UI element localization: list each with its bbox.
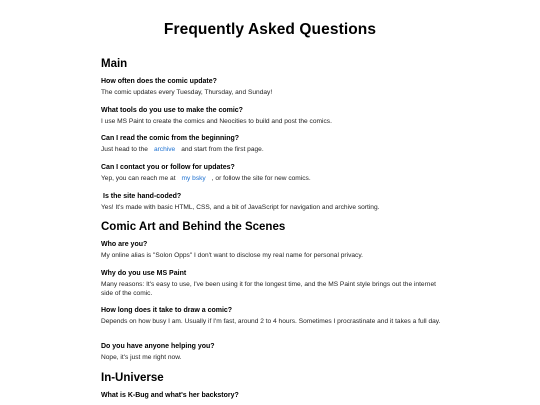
faq-question: What is K-Bug and what's her backstory? — [101, 392, 239, 399]
answer-text: and start from the first page. — [181, 146, 264, 153]
section-heading-main: Main — [101, 58, 128, 70]
faq-answer: Many reasons: It's easy to use, I've been using it for the longest time, and the MS Paint style brings out the internet side of the comic. — [101, 281, 436, 297]
bsky-link[interactable]: my bsky — [181, 175, 206, 182]
faq-question: Can I contact you or follow for updates? — [101, 164, 235, 171]
faq-question: What tools do you use to make the comic? — [101, 107, 243, 114]
faq-question: How often does the comic update? — [101, 78, 217, 85]
faq-question: Is the site hand-coded? — [103, 193, 182, 200]
faq-answer: Depends on how busy I am. Usually if I'm fast, around 2 to 4 hours. Sometimes I procrastinate and it takes a full day. — [101, 318, 441, 325]
answer-text: , or follow the site for new comics. — [211, 175, 311, 182]
faq-answer — [101, 145, 441, 154]
answer-text: Just head to the — [101, 146, 148, 153]
section-heading-in-universe: In-Universe — [101, 372, 164, 384]
faq-answer: Nope, it's just me right now. — [101, 354, 182, 361]
faq-question: Who are you? — [101, 241, 148, 248]
section-heading-comic-art: Comic Art and Behind the Scenes — [101, 221, 286, 233]
faq-question: Do you have anyone helping you? — [101, 343, 215, 350]
faq-question: How long does it take to draw a comic? — [101, 307, 233, 314]
faq-question: Why do you use MS Paint — [101, 270, 187, 277]
archive-link[interactable]: archive — [153, 146, 176, 153]
faq-answer: Yes! It's made with basic HTML, CSS, and a bit of JavaScript for navigation and archive sorting. — [101, 204, 380, 211]
faq-answer: I use MS Paint to create the comics and Neocities to build and post the comics. — [101, 118, 332, 125]
faq-answer — [101, 174, 441, 183]
page-title: Frequently Asked Questions — [163, 21, 377, 38]
faq-question: Can I read the comic from the beginning? — [101, 135, 240, 142]
faq-answer: The comic updates every Tuesday, Thursday, and Sunday! — [101, 89, 273, 96]
faq-answer: My online alias is "Solon Opps" I don't want to disclose my real name for personal privacy. — [101, 252, 363, 259]
answer-text: Yep, you can reach me at — [101, 175, 176, 182]
